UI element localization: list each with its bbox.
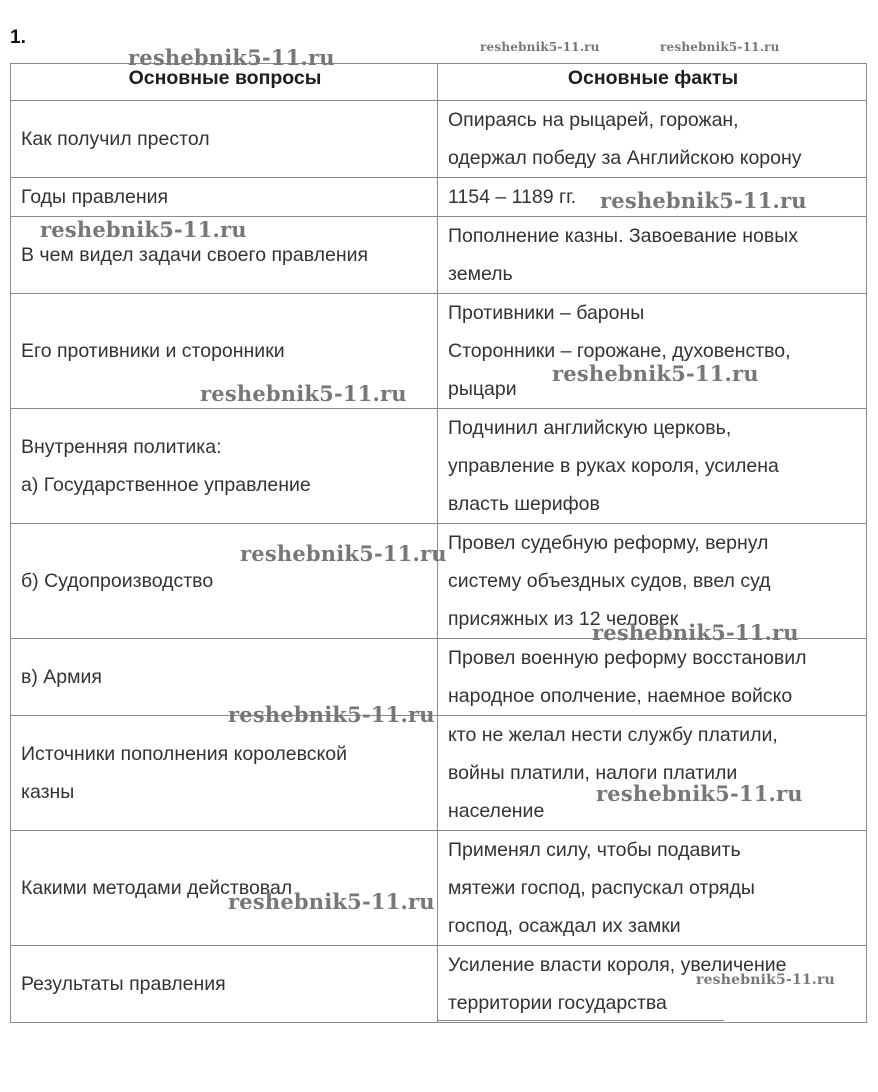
question-cell (11, 716, 438, 831)
question-cell (11, 101, 438, 178)
question-cell (11, 178, 438, 217)
question-text: казны (21, 781, 75, 803)
watermark: reshebnik5-11.ru (592, 620, 799, 645)
table-row (11, 101, 867, 178)
watermark: reshebnik5-11.ru (660, 40, 780, 54)
header-facts: Основные факты (438, 64, 867, 101)
fact-text: территории государства (448, 992, 667, 1014)
fact-text: население (448, 800, 545, 822)
fact-text: управление в руках короля, усилена (448, 455, 779, 477)
fact-text: Провел судебную реформу, вернул (448, 532, 769, 554)
facts-cell (438, 294, 867, 409)
watermark: reshebnik5-11.ru (228, 702, 435, 727)
question-text: б) Судопроизводство (21, 570, 214, 592)
question-text: Его противники и сторонники (21, 340, 285, 362)
fact-text: одержал победу за Английскою корону (448, 147, 802, 169)
question-text: Результаты правления (21, 973, 226, 995)
fact-text: власть шерифов (448, 493, 600, 515)
header-questions: Основные вопросы (11, 64, 438, 101)
fact-text: кто не желал нести службу платили, (448, 724, 778, 746)
table-row (11, 409, 867, 524)
watermark: reshebnik5-11.ru (200, 381, 407, 406)
watermark: reshebnik5-11.ru (696, 972, 835, 988)
fact-text: присяжных из 12 человек (448, 608, 679, 630)
fact-text: мятежи господ, распускал отряды (448, 877, 755, 899)
watermark: reshebnik5-11.ru (240, 541, 447, 566)
table-row (11, 831, 867, 946)
watermark: reshebnik5-11.ru (552, 361, 759, 386)
facts-cell (438, 409, 867, 524)
watermark: reshebnik5-11.ru (596, 781, 803, 806)
task-number: 1. (10, 27, 26, 48)
bottom-rule (438, 1020, 724, 1021)
facts-cell (438, 716, 867, 831)
fact-text: Применял силу, чтобы подавить (448, 839, 741, 861)
question-cell (11, 409, 438, 524)
facts-cell (438, 101, 867, 178)
question-text: Источники пополнения королевской (21, 743, 348, 765)
fact-text: Подчинил английскую церковь, (448, 417, 732, 439)
table-row (11, 294, 867, 409)
watermark: reshebnik5-11.ru (128, 45, 335, 70)
table-row (11, 716, 867, 831)
fact-text: Противники – бароны (448, 302, 645, 324)
watermark: reshebnik5-11.ru (600, 188, 807, 213)
question-text: а) Государственное управление (21, 474, 311, 496)
fact-text: Провел военную реформу восстановил (448, 647, 807, 669)
facts-cell (438, 831, 867, 946)
question-text: Какими методами действовал (21, 877, 293, 899)
fact-text: господ, осаждал их замки (448, 915, 681, 937)
facts-cell (438, 639, 867, 716)
fact-text: народное ополчение, наемное войско (448, 685, 793, 707)
question-text: Внутренняя политика: (21, 436, 222, 458)
fact-text: систему объездных судов, ввел суд (448, 570, 771, 592)
watermark: reshebnik5-11.ru (480, 40, 600, 54)
fact-text: рыцари (448, 378, 517, 400)
question-text: В чем видел задачи своего правления (21, 244, 369, 266)
fact-text: земель (448, 263, 513, 285)
fact-text: Опираясь на рыцарей, горожан, (448, 109, 739, 131)
fact-text: Усиление власти короля, увеличение (448, 954, 787, 976)
facts-cell (438, 217, 867, 294)
question-text: в) Армия (21, 666, 102, 688)
watermark: reshebnik5-11.ru (228, 889, 435, 914)
question-text: Как получил престол (21, 128, 210, 150)
fact-text: 1154 – 1189 гг. (448, 186, 577, 208)
question-text: Годы правления (21, 186, 169, 208)
table-row (11, 639, 867, 716)
question-cell (11, 946, 438, 1023)
fact-text: войны платили, налоги платили (448, 762, 738, 784)
question-cell (11, 831, 438, 946)
fact-text: Пополнение казны. Завоевание новых (448, 225, 799, 247)
fact-text: Сторонники – горожане, духовенство, (448, 340, 791, 362)
watermark: reshebnik5-11.ru (40, 217, 247, 242)
